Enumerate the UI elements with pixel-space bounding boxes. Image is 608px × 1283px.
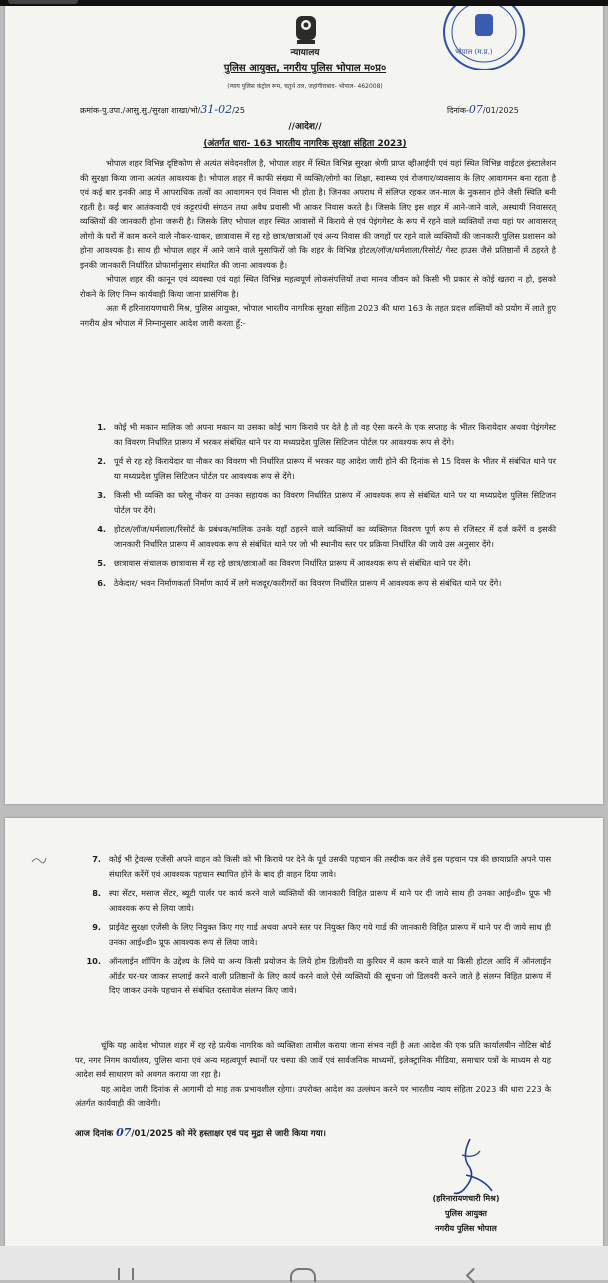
paragraph: भोपाल शहर की कानून एवं व्यवस्था एवं यहां स्थित विभिन्न महत्वपूर्ण लोकसंपत्तियों तथा मानव जीवन को किसी भी प्रकार से कोई खतरा न हो, इसको रोकने के लिए निम्न कार्यवाही किया जाना प्रासंगिक है। bbox=[80, 274, 556, 299]
paragraph: चूंकि यह आदेश भोपाल शहर में रह रहे प्रत्येक नागरिक को व्यक्तिशः तामील कराया जाना संभव नहीं है अतः आदेश की एक प्रति कार्यालयीन नोटिस बोर्ड पर, नगर निगम कार्यालय, पुलिस थाना एवं अन्य महत्वपूर्ण स्थानों पर चस्पा की जावें एवं सार्वजनिक माध्यमों, इलेक्ट्रानिक मीडिया, समाचार पत्रों के माध्यम से यह आदेश सर्व साधारण को अवगत कराया जा रहा है। bbox=[75, 1040, 551, 1079]
recent-apps-icon[interactable] bbox=[118, 1268, 134, 1280]
list-item: 9. प्राईवेट सुरक्षा एजेंसी के लिए नियुक्त किए गए गार्ड अथवा अपने स्तर पर नियुक्त किए गये गार्ड की जानकारी विहित प्रारूप में थाने पर दी जाये साथ ही उनका आई०डी० प्रूफ आवश्यक रूप से लिया जावे। bbox=[92, 922, 551, 947]
status-indicator bbox=[8, 0, 78, 4]
list-item: 7. कोई भी ट्रेवल्स एजेंसी अपने वाहन को किसी को भी किराये पर देने के पूर्व उसकी पहचान की तस्दीक कर लेवें इस पहचान पत्र की छायाप्रति अपने पास संधारित करेंगें एवं आवश्यक पहचान स्थापित होने के बाद ही वाहन दिया जावे। bbox=[92, 854, 551, 879]
list-item: 1. कोई भी मकान मालिक जो अपना मकान या उसका कोई भाग किराये पर देते है तो वह ऐसा करने के एक सप्ताह के भीतर किरायेदार अथवा पेइंगगेस्ट का विवरण निर्धारित प्रारूप में भरकर संबंधित थाने पर या मध्यप्रदेश पुलिस सिटिजन पोर्टल पर आवश्यक रूप से देंगे। bbox=[97, 422, 556, 447]
svg-text:भोपाल (म.प्र.): भोपाल (म.प्र.) bbox=[455, 48, 493, 56]
back-icon[interactable] bbox=[466, 1268, 482, 1283]
system-navigation-bar bbox=[0, 1246, 608, 1280]
closing-paragraphs bbox=[75, 1038, 551, 1111]
list-item: 3. किसी भी व्यक्ति का घरेलू नौकर या उनका सहायक का विवरण निर्धारित प्रारूप में आवश्यक रूप से संबंधित थाने पर या मध्यप्रदेश पुलिस सिटिजन पोर्टल पर देंगे। bbox=[97, 490, 556, 515]
issue-statement: आज दिनांक 07/01/2025 को मेरे हस्ताक्षर एवं पद मुद्रा से जारी किया गया। bbox=[75, 1126, 326, 1139]
signatory-block bbox=[396, 1191, 536, 1236]
police-commissioner-seal-icon bbox=[441, 6, 527, 70]
section-title: (अंतर्गत धारा- 163 भारतीय नागरिक सुरक्षा संहिता 2023) bbox=[203, 139, 407, 149]
date-handwritten: 07 bbox=[468, 103, 483, 116]
list-item: 2. पूर्व से रह रहे किरायेदार या नौकर का विवरण भी निर्धारित प्रारूप में भरकर यह आदेश जारी होने की दिनांक से 15 दिवस के भीतर में संबंधित थाने पर या मध्यप्रदेश पुलिस सिटिजन पोर्टल पर आवश्यक रूप से देंगे। bbox=[97, 456, 556, 481]
order-title: //आदेश// bbox=[288, 122, 322, 132]
order-items-list bbox=[80, 420, 556, 595]
national-emblem-icon bbox=[293, 14, 319, 46]
paragraph: भोपाल शहर विभिन्न दृष्टिकोण से अत्यंत संवेदनशील है, भोपाल शहर में स्थित विभिन्न सुरक्षा श्रेणी प्राप्त व्हीआईपी एवं यहां स्थित विभिन्न वाईटल इंस्टालेशन की सुरक्षा किया जाना अत्यंत आवश्यक है। भोपाल शहर में काफी संख्या में व्यक्ति/लोगो का शिक्षा, स्वास्थ्य एवं रोजगार/व्यवसाय के लिए आवागमन बना रहता है एवं कई बार इनकी आड़ में आपराधिक तत्वों का आवागमन एवं निवास भी होता है। जिनका अपराध में संलिप्त रहकर जन-माल के नुकसान होने जैसी स्थिति बनी रहती है। कई बार आतंकवादी एवं कट्टरपंथी संगठन तथा अवैध प्रवासी भी आकर निवास करते है। जिसके लिए इस शहर में आने-जाने वाले, अस्थायी निवासरत् व्यक्तियों की जानकारी होना जरूरी है। जिसके लिए भोपाल शहर स्थित आवासों में किराये से एवं पेइंगगेस्ट के रूप में रहने वाले व्यक्तियों तथा यहां पर आवासरत् लोगो के घरों में काम करने वाले नौकर-चाकर, छात्रावास में रह रहे छात्र/छात्राओं एवं अन्य निवास की जगहों पर रहने वाले व्यक्तियों की जानकारी पुलिस प्रशासन को होना आवश्यक है। साथ ही भोपाल शहर में आने जाने वाले मुसाफिरों जो कि शहर के विभिन्न होटल/लॉज/धर्मशाला/रिसोर्ट/ गेस्ट हाउस जैसे प्रतिष्ठानों में ठहरते है इनकी जानकारी निर्धारित प्रोफार्मानुसार संधारित की जाना आवश्यक है। bbox=[80, 158, 556, 270]
court-label: न्यायालय bbox=[290, 48, 320, 58]
preamble bbox=[80, 156, 556, 330]
list-item: 8. स्पा सेंटर, मसाज सेंटर, ब्यूटी पार्लर पर कार्य करने वाले व्यक्तियों की जानकारी विहित प्रारूप में थाने पर दी जाये साथ ही उनका आई०डी० प्रूफ भी आवश्यक रूप से लिया जाये। bbox=[92, 888, 551, 913]
signatory-office: नगरीय पुलिस भोपाल bbox=[435, 1224, 497, 1233]
list-item: 4. होटल/लॉज/धर्मशाला/रिसोर्ट के प्रबंधक/मालिक उनके यहाँ ठहरने वाले व्यक्तियों का व्यक्तिगत विवरण पूर्ण रूप से रजिस्टर में दर्ज करेंगें व इसकी जानकारी निर्धारित प्रारूप में आवश्यक रूप से संबंधित थाने पर जो भी स्थानीय स्तर पर प्रक्रिया निर्धारित की जाये उस अनुसार देंगे। bbox=[97, 524, 556, 549]
list-item: 5. छात्रावास संचालक छात्रावास में रह रहे छात्र/छात्राओं का विवरण निर्धारित प्रारूप में आवश्यक रूप से संबंधित थाने पर देंगे। bbox=[97, 558, 471, 568]
list-item: 6. ठेकेदार/ भवन निर्माणकर्ता निर्माण कार्य में लगे मजदूर/कारीगरों का विवरण निर्धारित प्रारूप में आवश्यक रूप से संबंधित थाने पर देंगे। bbox=[97, 577, 502, 588]
office-address: (न्याय पुलिस कंट्रोल रूम, चतुर्थ तल, जहांगीराबाद- भोपाल- 462008) bbox=[227, 83, 383, 90]
office-title: पुलिस आयुक्त, नगरीय पुलिस भोपाल म०प्र० bbox=[223, 63, 387, 74]
order-date: दिनांक-07/01/2025 bbox=[447, 103, 519, 116]
document-page-1 bbox=[5, 6, 603, 804]
paragraph: यह आदेश जारी दिनांक से आगामी दो माह तक प्रभावशील रहेगा। उपरोक्त आदेश का उल्लंघन करने पर भारतीय न्याय संहिता 2023 की धारा 223 के अंतर्गत कार्यवाही की जावेगी। bbox=[75, 1083, 551, 1108]
reference-number: क्रमांक-पु.उपा./आसु.सु./सुरक्षा शाखा/भो/31-02/25 bbox=[80, 103, 245, 116]
order-items-list-continued bbox=[75, 852, 551, 1003]
ref-handwritten: 31-02 bbox=[200, 103, 233, 116]
signatory-designation: पुलिस आयुक्त bbox=[445, 1209, 487, 1218]
paragraph: अतः मैं हरिनारायणचारी मिश्र, पुलिस आयुक्त, भोपाल भारतीय नागरिक सुरक्षा संहिता 2023 की धारा 163 के तहत प्रदत्त शक्तियों को प्रयोग में लाते हुए नगरीय क्षेत्र भोपाल में निम्नानुसार आदेश जारी करता हूँ:- bbox=[80, 303, 556, 328]
pen-mark-icon bbox=[30, 854, 48, 866]
list-item: 10. ऑनलाईन शॉपिंग के उद्देश्य के लिये या अन्य किसी प्रयोजन के लिये होम डिलीवरी या कुरियर में काम करने वाले या किसी होटल आदि में ऑनलाईन ऑर्डर घर-घर जाकर सप्लाई करने वाली प्रतिष्ठानों के लिए कार्य करने वाले ऐसे व्यक्तियों की सूचना जो डिलवरी करने जाते है संलग्न विहित प्रारूप में दिए जाकर उनके पहचान से संबंधित दस्तावेज संलग्न किए जावे। bbox=[86, 956, 551, 995]
signatory-name: (हरिनारायणचारी मिश्र) bbox=[432, 1194, 500, 1203]
issue-date-handwritten: 07 bbox=[116, 1126, 132, 1139]
